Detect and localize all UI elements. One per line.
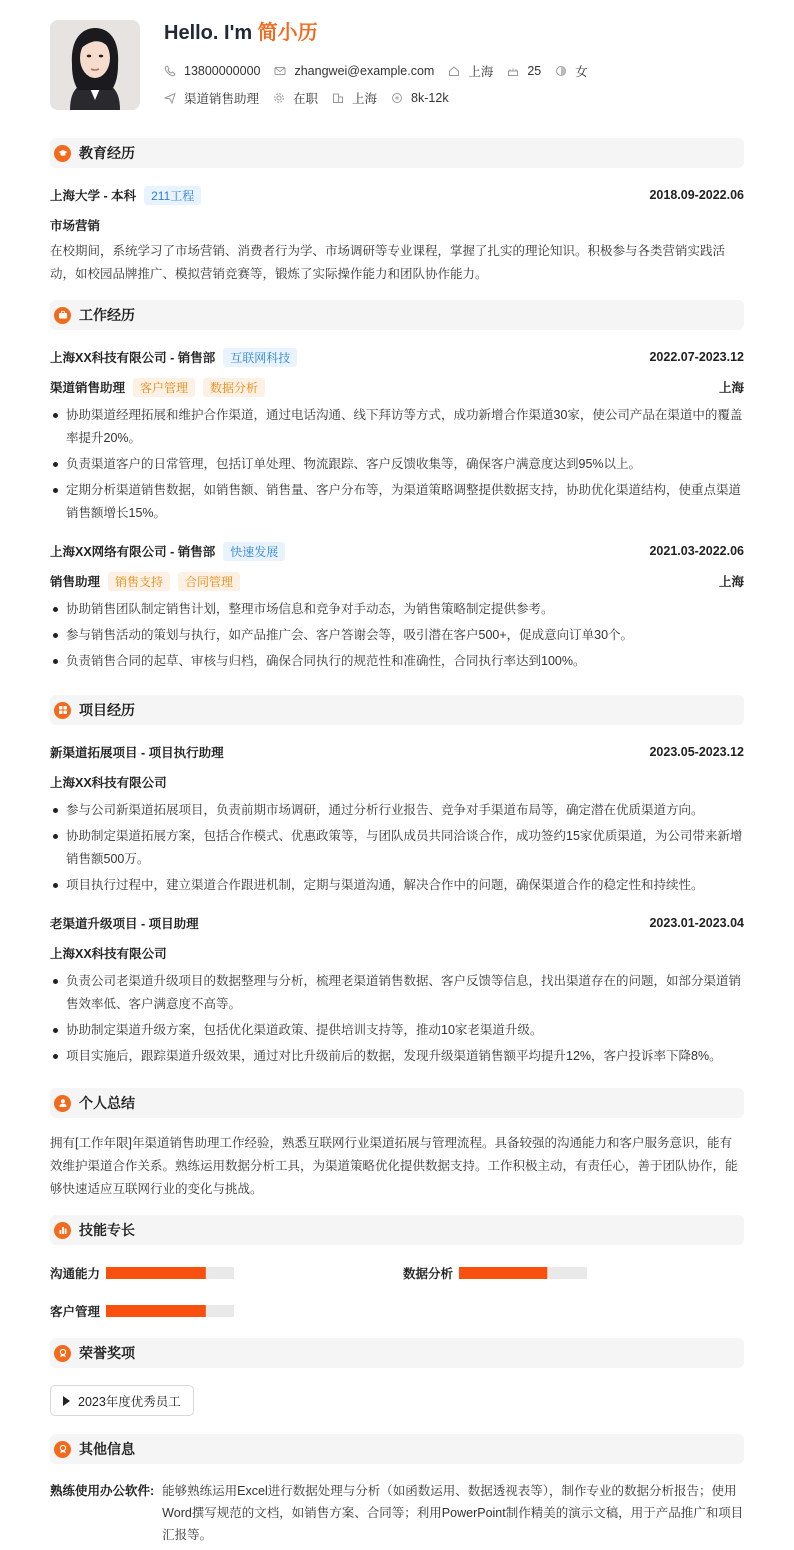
user-icon: [54, 1095, 71, 1112]
other-entry: [50, 1480, 744, 1546]
summary-title: 个人总结: [79, 1095, 135, 1111]
list-item: 协助销售团队制定销售计划，整理市场信息和竞争对手动态，为销售策略制定提供参考。: [50, 598, 744, 621]
gender-info: [555, 62, 588, 80]
project-company: 上海XX科技有限公司: [50, 947, 167, 961]
project-entry: [50, 900, 744, 1068]
work-bullets: [50, 598, 744, 673]
skill-tag: 客户管理: [133, 378, 195, 397]
list-item: 协助渠道经理拓展和维护合作渠道，通过电话沟通、线下拜访等方式，成功新增合作渠道30家，使公司产品在渠道中的覆盖率提升20%。: [50, 404, 744, 450]
school-tag: 211工程: [144, 186, 201, 205]
projects-section-header: [50, 695, 744, 725]
awards-title: 荣誉奖项: [79, 1345, 135, 1361]
education-entry: [50, 168, 744, 286]
list-item: 项目执行过程中，建立渠道合作跟进机制，定期与渠道沟通，解决合作中的问题，确保渠道合作的稳定性和持续性。: [50, 874, 744, 897]
gender-icon: [555, 65, 567, 77]
awards-section-header: [50, 1338, 744, 1368]
coin-icon: [391, 92, 403, 104]
cake-icon: [507, 65, 519, 77]
project-entry: [50, 725, 744, 897]
job-row: [164, 89, 463, 107]
play-icon: [63, 1396, 70, 1406]
skills-section-header: [50, 1215, 744, 1245]
email-info: [274, 64, 434, 78]
salary-info: [391, 91, 449, 105]
list-item: 负责渠道客户的日常管理，包括订单处理、物流跟踪、客户反馈收集等，确保客户满意度达到95%以上。: [50, 453, 744, 476]
skills-title: 技能专长: [79, 1222, 135, 1238]
age-value: 25: [527, 64, 542, 78]
location-info: [448, 62, 493, 80]
other-title: 其他信息: [79, 1441, 135, 1457]
work-entry: [50, 330, 744, 525]
project-company: 上海XX科技有限公司: [50, 776, 167, 790]
education-date: 2018.09-2022.06: [649, 188, 744, 202]
project-name: 新渠道拓展项目 - 项目执行助理: [50, 746, 224, 760]
skill-item: [403, 1264, 744, 1282]
candidate-name: 简小历: [257, 22, 318, 44]
company-name: 上海XX网络有限公司 - 销售部: [50, 545, 216, 559]
list-item: 参与销售活动的策划与执行，如产品推广会、客户答谢会等，吸引潜在客户500+，促成意向订单30个。: [50, 624, 744, 647]
list-item: 项目实施后，跟踪渠道升级效果，通过对比升级前后的数据，发现升级渠道销售额平均提升12%，客户投诉率下降8%。: [50, 1045, 744, 1068]
skill-bar-fill: [106, 1267, 206, 1279]
skill-name: 数据分析: [403, 1267, 454, 1281]
projects-title: 项目经历: [79, 702, 135, 718]
list-item: 协助制定渠道拓展方案，包括合作模式、优惠政策等，与团队成员共同洽谈合作，成功签约15家优质渠道，为公司带来新增销售额500万。: [50, 825, 744, 871]
phone-icon: [164, 65, 176, 77]
skill-bar-fill: [459, 1267, 547, 1279]
skill-bar: [459, 1267, 587, 1279]
role-name: 渠道销售助理: [50, 381, 126, 395]
education-title: 教育经历: [79, 145, 135, 161]
role-name: 销售助理: [50, 575, 101, 589]
award-icon: [54, 1345, 71, 1362]
skill-bar-fill: [106, 1305, 206, 1317]
salary-value: 8k-12k: [411, 91, 449, 105]
work-date: 2021.03-2022.06: [649, 544, 744, 558]
summary-text: 拥有[工作年限]年渠道销售助理工作经验，熟悉互联网行业渠道拓展与管理流程。具备较强的沟通能力和客户服务意识，能有效维护渠道合作关系。熟练运用数据分析工具，为渠道策略优化提供数据支持。工作积极主动，有责任心，善于团队协作，能够快速适应互联网行业的变化与挑战。: [50, 1136, 738, 1196]
send-icon: [164, 92, 176, 104]
target-city-value: 上海: [352, 92, 378, 106]
other-section-header: [50, 1434, 744, 1464]
job-target-info: [164, 89, 259, 107]
profile-header: [50, 20, 744, 110]
target-city-info: [332, 89, 377, 107]
location-value: 上海: [468, 65, 494, 79]
mail-icon: [274, 65, 286, 77]
building-icon: [332, 92, 344, 104]
bar-chart-icon: [54, 1222, 71, 1239]
work-date: 2022.07-2023.12: [649, 350, 744, 364]
list-item: 负责公司老渠道升级项目的数据整理与分析，梳理老渠道销售数据、客户反馈等信息，找出渠道存在的问题，如部分渠道销售效率低、客户满意度不高等。: [50, 970, 744, 1016]
work-city: 上海: [718, 575, 744, 589]
skill-tag: 合同管理: [178, 572, 240, 591]
work-city: 上海: [718, 381, 744, 395]
project-bullets: [50, 970, 744, 1068]
greeting-text: Hello. I'm: [164, 22, 258, 44]
project-name: 老渠道升级项目 - 项目助理: [50, 917, 199, 931]
graduation-cap-icon: [54, 145, 71, 162]
work-entry: [50, 528, 744, 673]
list-item: 参与公司新渠道拓展项目，负责前期市场调研，通过分析行业报告、竞争对手渠道布局等，确定潜在优质渠道方向。: [50, 799, 744, 822]
company-tag: 互联网科技: [223, 348, 297, 367]
greeting-title: [164, 20, 318, 46]
work-title: 工作经历: [79, 307, 135, 323]
status-info: [273, 89, 318, 107]
other-label: 熟练使用办公软件:: [50, 1484, 155, 1498]
age-info: [507, 64, 541, 78]
major: 市场营销: [50, 219, 101, 233]
project-bullets: [50, 799, 744, 897]
ribbon-icon: [54, 1441, 71, 1458]
school-name: 上海大学 - 本科: [50, 189, 137, 203]
award-item[interactable]: [50, 1385, 194, 1416]
home-icon: [448, 65, 460, 77]
avatar: [50, 20, 140, 110]
job-target-value: 渠道销售助理: [184, 92, 260, 106]
work-section-header: [50, 300, 744, 330]
skill-item: [50, 1302, 403, 1320]
email-value: zhangwei@example.com: [294, 64, 435, 78]
grid-icon: [54, 702, 71, 719]
skills-grid: [50, 1264, 744, 1320]
company-name: 上海XX科技有限公司 - 销售部: [50, 351, 216, 365]
settings-icon: [273, 92, 285, 104]
list-item: 协助制定渠道升级方案，包括优化渠道政策、提供培训支持等，推动10家老渠道升级。: [50, 1019, 744, 1042]
award-label: 2023年度优秀员工: [78, 1394, 181, 1409]
skill-tag: 销售支持: [108, 572, 170, 591]
contact-row: [164, 62, 602, 80]
project-date: 2023.05-2023.12: [649, 745, 744, 759]
skill-name: 客户管理: [50, 1305, 101, 1319]
skill-name: 沟通能力: [50, 1267, 101, 1281]
education-desc: 在校期间，系统学习了市场营销、消费者行为学、市场调研等专业课程，掌握了扎实的理论知识。积极参与各类营销实践活动，如校园品牌推广、模拟营销竞赛等，锻炼了实际操作能力和团队协作能力。: [50, 244, 726, 281]
gender-value: 女: [575, 65, 588, 79]
list-item: 负责销售合同的起草、审核与归档，确保合同执行的规范性和准确性，合同执行率达到100%。: [50, 650, 744, 673]
skill-item: [50, 1264, 403, 1282]
education-section-header: [50, 138, 744, 168]
status-value: 在职: [293, 92, 319, 106]
list-item: 定期分析渠道销售数据，如销售额、销售量、客户分布等，为渠道策略调整提供数据支持，协助优化渠道结构，使重点渠道销售额增长15%。: [50, 479, 744, 525]
phone-info: [164, 64, 260, 78]
work-bullets: [50, 404, 744, 525]
skill-bar: [106, 1305, 234, 1317]
summary-section-header: [50, 1088, 744, 1118]
skill-bar: [106, 1267, 234, 1279]
project-date: 2023.01-2023.04: [649, 916, 744, 930]
phone-value: 13800000000: [184, 64, 261, 78]
skill-tag: 数据分析: [203, 378, 265, 397]
other-text: 能够熟练运用Excel进行数据处理与分析（如函数运用、数据透视表等），制作专业的数据分析报告；使用Word撰写规范的文档，如销售方案、合同等；利用PowerPoint制作精美的演示文稿，用于产品推广和项目汇报等。: [162, 1484, 744, 1542]
briefcase-icon: [54, 307, 71, 324]
company-tag: 快速发展: [223, 542, 285, 561]
